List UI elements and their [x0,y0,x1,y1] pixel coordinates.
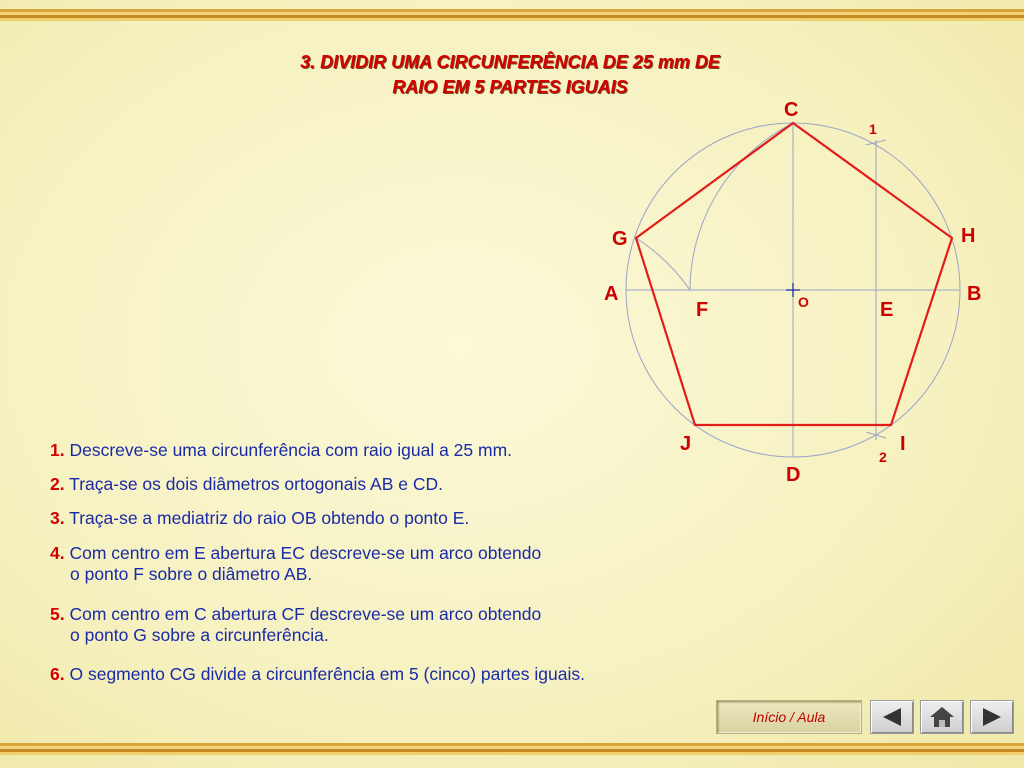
step-4-text: Com centro em E abertura EC descreve-se um arco obtendo [69,543,542,563]
house-icon [921,701,963,733]
step-6-text: O segmento CG divide a circunferência em 5 (cinco) partes iguais. [69,664,585,684]
step-2-text: Traça-se os dois diâmetros ortogonais AB e CD. [69,474,443,494]
step-6-number: 6. [50,664,65,684]
step-2-number: 2. [50,474,65,494]
label-mark-1: 1 [869,121,877,137]
label-b: B [967,283,982,305]
label-j: J [680,433,692,455]
previous-button[interactable] [870,700,914,734]
triangle-right-icon [971,701,1013,733]
label-o: O [798,294,809,310]
step-6 [50,664,585,685]
label-mark-2: 2 [879,449,887,465]
step-1-text: Descreve-se uma circunferência com raio igual a 25 mm. [69,440,513,460]
label-i: I [900,433,906,455]
step-1 [50,440,512,461]
step-4-text-cont: o ponto F sobre o diâmetro AB. [70,564,313,584]
step-3-text: Traça-se a mediatriz do raio OB obtendo o ponto E. [69,508,470,528]
label-d: D [786,464,801,486]
step-5-text: Com centro em C abertura CF descreve-se um arco obtendo [69,604,542,624]
label-c: C [784,99,799,121]
bottom-decorative-band [0,743,1024,755]
step-5-number: 5. [50,604,65,624]
pentagon [636,123,952,425]
inicio-aula-button[interactable]: Início / Aula [716,700,862,734]
label-a: A [604,283,619,305]
triangle-left-icon [871,701,913,733]
title-line-2: RAIO EM 5 PARTES IGUAIS [392,77,628,97]
step-4 [50,543,541,585]
step-4-number: 4. [50,543,65,563]
title-line-1: 3. DIVIDIR UMA CIRCUNFERÊNCIA DE 25 mm DE [300,52,720,72]
step-2 [50,474,443,495]
step-3-number: 3. [50,508,65,528]
home-button[interactable] [920,700,964,734]
label-h: H [961,225,976,247]
label-g: G [612,228,628,250]
step-5 [50,604,541,646]
step-5-text-cont: o ponto G sobre a circunferência. [70,625,329,645]
step-3 [50,508,469,529]
label-f: F [696,299,709,321]
label-e: E [880,299,894,321]
step-1-number: 1. [50,440,65,460]
next-button[interactable] [970,700,1014,734]
